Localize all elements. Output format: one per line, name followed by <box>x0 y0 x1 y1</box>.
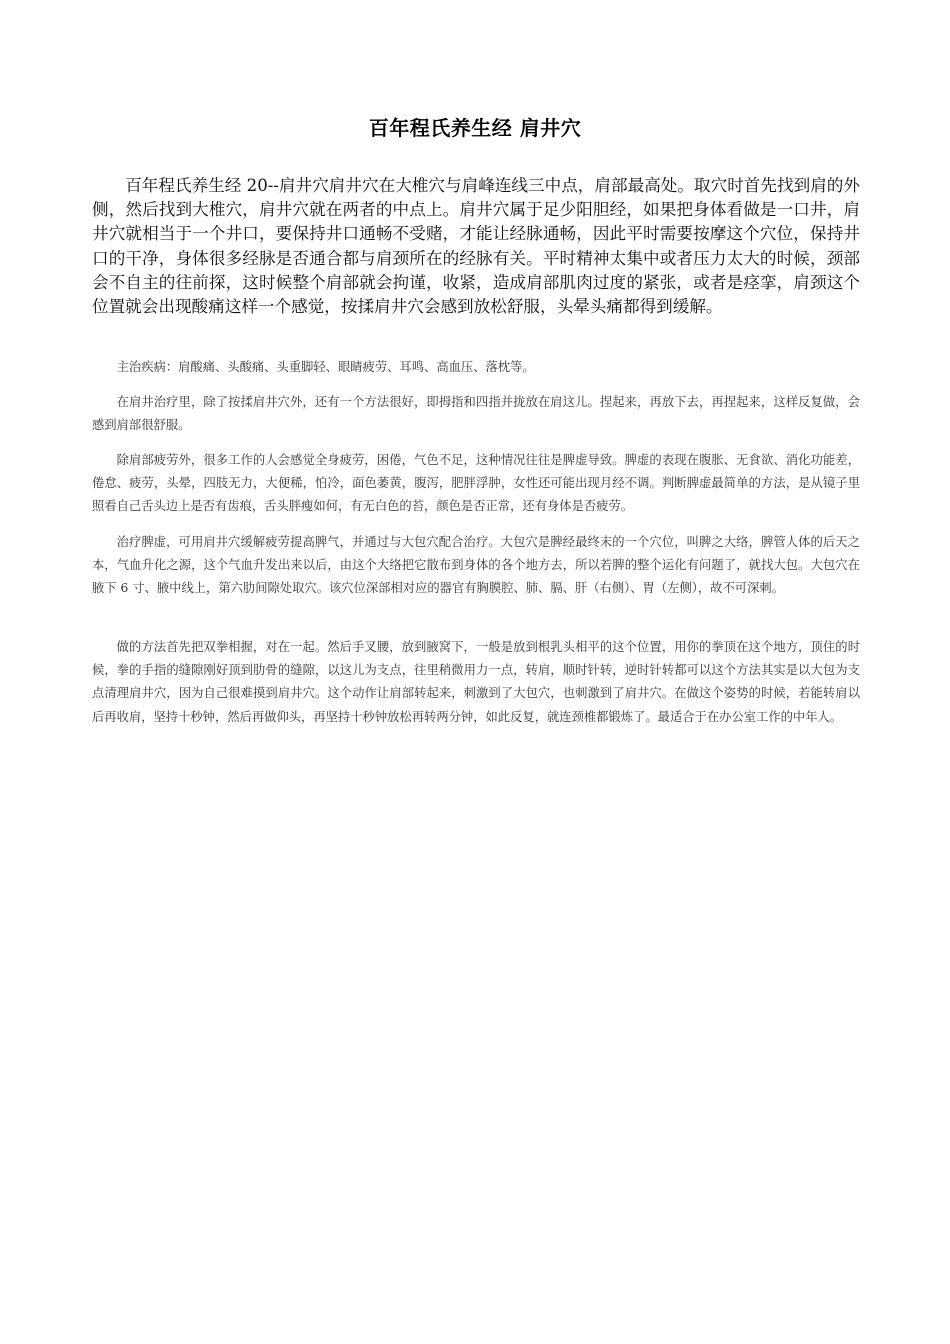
dabao-point-paragraph: 治疗脾虚，可用肩井穴缓解疲劳提高脾气，并通过与大包穴配合治疗。大包穴是脾经最终末的一个穴位，叫脾之大络，脾管人体的后天之本，气血升化之源，这个气血升发出来以后，由这个大络把它散布到身体的各个地方去，所以若脾的整个运化有问题了，就找大包。大包穴在腋下 6 寸、腋中线上，第六肋间隙处取穴。该穴位深部相对应的器官有胸膜腔、肺、膈、肝（右侧）、胃（左侧），故不可深刺。 <box>92 535 860 596</box>
exercise-method-paragraph: 做的方法首先把双拳相握，对在一起。然后手叉腰，放到腋窝下，一般是放到根乳头相平的这个位置，用你的拳顶在这个地方，顶住的时候，拳的手指的缝隙刚好顶到肋骨的缝隙，以这儿为支点，往里稍微用力一点，转肩，顺时针转，逆时针转都可以这个方法其实是以大包为支点清理肩井穴，因为自己很难摸到肩井穴。这个动作让肩部转起来，刺激到了大包穴，也刺激到了肩井穴。在做这个姿势的时候，若能转肩以后再收肩，坚持十秒钟，然后再做仰头，再坚持十秒钟放松再转两分钟，如此反复，就连颈椎都锻炼了。最适合于在办公室工作的中年人。 <box>92 640 860 724</box>
indications-paragraph: 主治疾病：肩酸痛、头酸痛、头重脚轻、眼睛疲劳、耳鸣、高血压、落枕等。 <box>116 360 535 374</box>
treatment-method-paragraph: 在肩井治疗里，除了按揉肩井穴外，还有一个方法很好，即拇指和四指并拢放在肩这儿。捏起来，再放下去，再捏起来，这样反复做，会感到肩部很舒服。 <box>92 395 860 433</box>
spleen-deficiency-paragraph: 除肩部疲劳外，很多工作的人会感觉全身疲劳，困倦，气色不足，这种情况往往是脾虚导致。脾虚的表现在腹胀、无食欲、消化功能差，倦怠、疲劳，头晕，四肢无力，大便稀，怕冷，面色萎黄，腹泻，肥胖浮肿，女性还可能出现月经不调。判断脾虚最简单的方法，是从镜子里照看自己舌头边上是否有齿痕，舌头胖瘦如何，有无白色的苔，颜色是否正常，还有身体是否疲劳。 <box>92 453 860 514</box>
document-title: 百年程氏养生经 肩井穴 <box>368 116 582 140</box>
lead-paragraph: 百年程氏养生经 20--肩井穴肩井穴在大椎穴与肩峰连线三中点，肩部最高处。取穴时首先找到肩的外侧，然后找到大椎穴，肩井穴就在两者的中点上。肩井穴属于足少阳胆经，如果把身体看做是一口井，肩井穴就相当于一个井口，要保持井口通畅不受赌，才能让经脉通畅，因此平时需要按摩这个穴位，保持井口的干净，身体很多经脉是否通合都与肩颈所在的经脉有关。平时精神太集中或者压力太大的时候，颈部会不自主的往前探，这时候整个肩部就会拘谨，收紧，造成肩部肌肉过度的紧张，或者是痉挛，肩颈这个位置就会出现酸痛这样一个感觉，按揉肩井穴会感到放松舒服，头晕头痛都得到缓解。 <box>92 176 860 317</box>
